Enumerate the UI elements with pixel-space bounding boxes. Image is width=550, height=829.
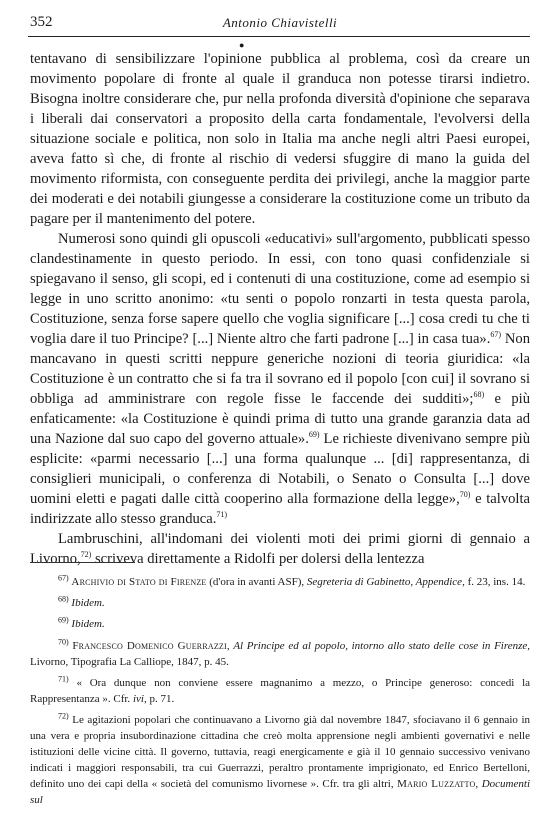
footnote-text: (d'ora in avanti ASF), xyxy=(206,576,307,588)
source-title: Segreteria di Gabinetto, Appendice xyxy=(306,576,463,588)
archive-name: Archivio di Stato di Firenze xyxy=(71,576,207,588)
footnote-70 xyxy=(30,638,530,670)
footnote-rule xyxy=(30,562,135,563)
footnote-text: , f. 23, ins. 14. xyxy=(462,576,526,588)
paragraph-2-text-c: e più enfaticamente: «la Costituzione è quindi prima di tutto una grande garanzia data ad una Nazione dal suo capo del governo attuale». xyxy=(30,391,530,447)
page-number: 352 xyxy=(30,14,53,30)
footnote-text: , xyxy=(475,778,482,791)
page-header xyxy=(30,14,530,36)
footnote-68 xyxy=(30,595,530,611)
source-title: Documenti sul xyxy=(30,778,530,807)
footnote-number: 72) xyxy=(58,711,69,721)
footnote-number: 70) xyxy=(58,636,69,646)
paragraph-2-text-b: Non mancavano in questi scritti neppure generiche nozioni di teoria giuridica: «la Costituzione è un contratto che si fa tra il sovrano ed il popolo [con cui] il sovrano si obbliga ad amministrare con regole fisse le faccende dei sudditi»; xyxy=(30,331,530,407)
paragraph-2-text-e: e talvolta indirizzate allo stesso granduca. xyxy=(30,491,530,527)
footnote-text: , p. 71. xyxy=(143,693,175,706)
footnote-69 xyxy=(30,616,530,632)
footnote-ref-68[interactable]: 68) xyxy=(473,390,485,400)
paragraph-2-text-d: Le richieste divenivano sempre più esplicite: «parmi necessario [...] una forma qualunque ... [di] rappresentanza, di consiglieri municipali, o conferenza di Notabili, o Senato o Consulta [...] dove uomini eletti e pagati dalle città cooperino alla formazione della legge», xyxy=(30,431,531,507)
footnote-number: 67) xyxy=(58,573,69,583)
footnote-text: , xyxy=(226,639,234,652)
footnote-ref-69[interactable]: 69) xyxy=(308,430,320,440)
footnote-text: Le agitazioni popolari che continuavano a Livorno già dal novembre 1847, sfociavano il 6 gennaio in una vera e propria insubordinazione cittadina che creò molta apprensione negli ambienti governativi e nelle istituzioni delle vicine città. Il governo, tuttavia, reagì energicamente e già il 10 gennaio successivo venivano indicati i maggiori responsabili, tra cui Guerrazzi, peraltro prontamente imprigionato, ed Enrico Bertelloni, definito uno dei capi della « società del comunismo livornese ». Cfr. tra gli altri, xyxy=(30,714,530,791)
paragraph-2-text-a: Numerosi sono quindi gli opuscoli «educativi» sull'argomento, pubblicati spesso clandestinamente in questo periodo. In essi, con tono quasi confidenziale si spiegavano il senso, gli scopi, ed i contenuti di una costituzione, come ad esempio si legge in uno scritto anonimo: «tu senti o popolo ronzarti in testa questa parola, Costituzione, senza forse sapere quello che voglia significare [...] cosa credi tu che ti voglia dare il tuo Principe? [...] Niente altro che farti padrone [...] in casa tua». xyxy=(30,231,530,347)
paragraph-2 xyxy=(30,229,530,529)
footnote-71 xyxy=(30,675,530,707)
paragraph-3-text-b: scriveva direttamente a Ridolfi per dolersi della lentezza xyxy=(91,551,425,567)
main-text xyxy=(30,49,530,569)
author-name: Francesco Domenico Guerrazzi xyxy=(72,639,227,652)
footnote-ref-70[interactable]: 70) xyxy=(459,490,471,500)
footnote-text: , Livorno, Tipografia La Calliope, 1847, p. 45. xyxy=(30,639,531,668)
author-name: Mario Luzzatto xyxy=(397,778,476,791)
footnote-number: 68) xyxy=(58,594,69,604)
source-title: Al Principe ed al popolo, intorno allo stato delle cose in Firenze xyxy=(233,639,528,652)
footnote-ref-71[interactable]: 71) xyxy=(216,510,228,520)
footnote-text: Ibidem. xyxy=(71,618,105,631)
source-title: ivi xyxy=(132,693,144,706)
footnote-72 xyxy=(30,712,530,808)
ink-speck: ● xyxy=(239,40,245,50)
footnotes xyxy=(30,574,530,808)
footnote-text: « Ora dunque non conviene essere magnanimo a mezzo, o Principe generoso: concedi la Rappresentanza ». Cfr. xyxy=(30,677,531,706)
running-title: Antonio Chiavistelli xyxy=(222,15,338,30)
footnote-number: 71) xyxy=(58,674,69,684)
paragraph-3 xyxy=(30,529,530,569)
header-rule xyxy=(28,36,530,37)
footnote-ref-67[interactable]: 67) xyxy=(490,330,502,340)
footnote-number: 69) xyxy=(58,615,69,625)
paragraph-1: tentavano di sensibilizzare l'opinione pubblica al problema, così da creare un movimento popolare di fronte al quale il granduca non potesse tirarsi indietro. Bisogna inoltre considerare che, pur nella profonda diversità d'opinione che separava i liberali dai conservatori a proposito della carta fondamentale, l'evolversi della situazione sociale e politica, non solo in Italia ma anche negli altri Paesi europei, aveva fatto sì che, di fronte al rischio di vedersi sfuggire di mano la guida del movimento riformista, con conseguente perdita dei privilegi, anche la maggior parte dei moderati e dei notabili giungesse a considerare la costituzione come un tributo da pagare per il mantenimento del potere. xyxy=(30,51,530,227)
footnote-text: Ibidem. xyxy=(71,597,105,610)
footnote-67 xyxy=(30,574,530,590)
paragraph-3-text-a: Lambruschini, all'indomani dei violenti moti dei primi giorni di gennaio a Livorno, xyxy=(30,531,530,567)
footnote-ref-72[interactable]: 72) xyxy=(80,550,92,560)
